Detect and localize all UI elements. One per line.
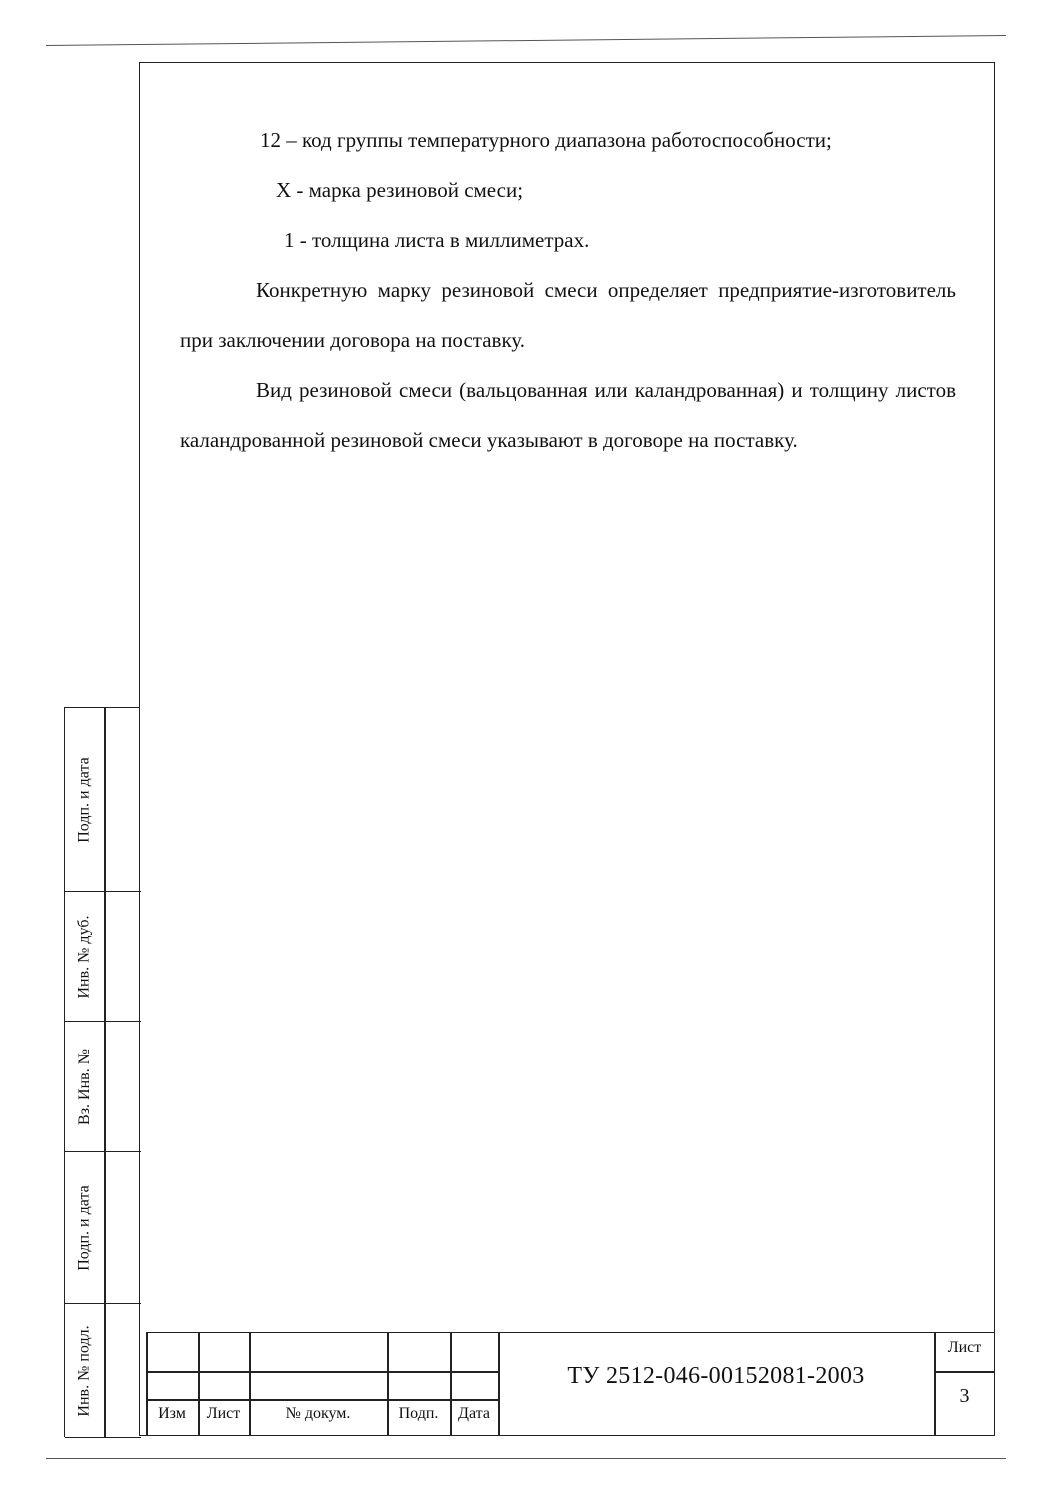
page-frame: [139, 62, 995, 1436]
paragraph-grade-manufacturer: Конкретную марку резиновой смеси определяет предприятие-изготовитель при заключении договора на поставку.: [180, 278, 956, 352]
sheet-label: Лист: [947, 1339, 982, 1356]
bottom-scan-edge: [46, 1458, 1006, 1459]
header-signature: Подп.: [398, 1405, 439, 1422]
header-sheet: Лист: [206, 1405, 241, 1422]
paragraph-mix-type: Вид резиновой смеси (вальцованная или каландрованная) и толщину листов каландрованной резиновой смеси указывают в договоре на поставку.: [180, 378, 956, 452]
side-margin-block: [64, 707, 140, 1437]
side-label-sign-date-2: Подп. и дата: [75, 1184, 93, 1271]
side-label-dup-inv: Инв. № дуб.: [75, 914, 93, 999]
list-item-temperature-code: 12 – код группы температурного диапазона работоспособности;: [260, 128, 832, 152]
side-cell-sign-date-top: [65, 708, 141, 892]
side-label-repl-inv: Вз. Инв. №: [75, 1048, 93, 1125]
stamp-hline: [934, 1371, 995, 1373]
sheet-number: 3: [959, 1385, 970, 1407]
top-scan-edge: [46, 35, 1006, 46]
header-change: Изм: [158, 1405, 186, 1422]
document-designation: ТУ 2512-046-00152081-2003: [567, 1363, 865, 1389]
side-cell-dup-inv: [65, 892, 141, 1022]
stamp-hline: [146, 1371, 498, 1373]
stamp-hline: [146, 1399, 498, 1401]
header-doc-number: № докум.: [285, 1405, 351, 1422]
body-text: [180, 115, 956, 465]
side-cell-orig-inv: [65, 1304, 141, 1438]
side-cell-sign-date-bottom: [65, 1152, 141, 1304]
header-date: Дата: [458, 1405, 490, 1422]
side-label-sign-date: Подп. и дата: [75, 756, 93, 843]
side-label-orig-inv: Инв. № подл.: [75, 1324, 93, 1417]
title-block: [146, 1332, 995, 1436]
side-cell-repl-inv: [65, 1022, 141, 1152]
list-item-sheet-thickness: 1 - толщина листа в миллиметрах.: [284, 228, 590, 252]
list-item-rubber-grade: X - марка резиновой смеси;: [276, 178, 524, 202]
